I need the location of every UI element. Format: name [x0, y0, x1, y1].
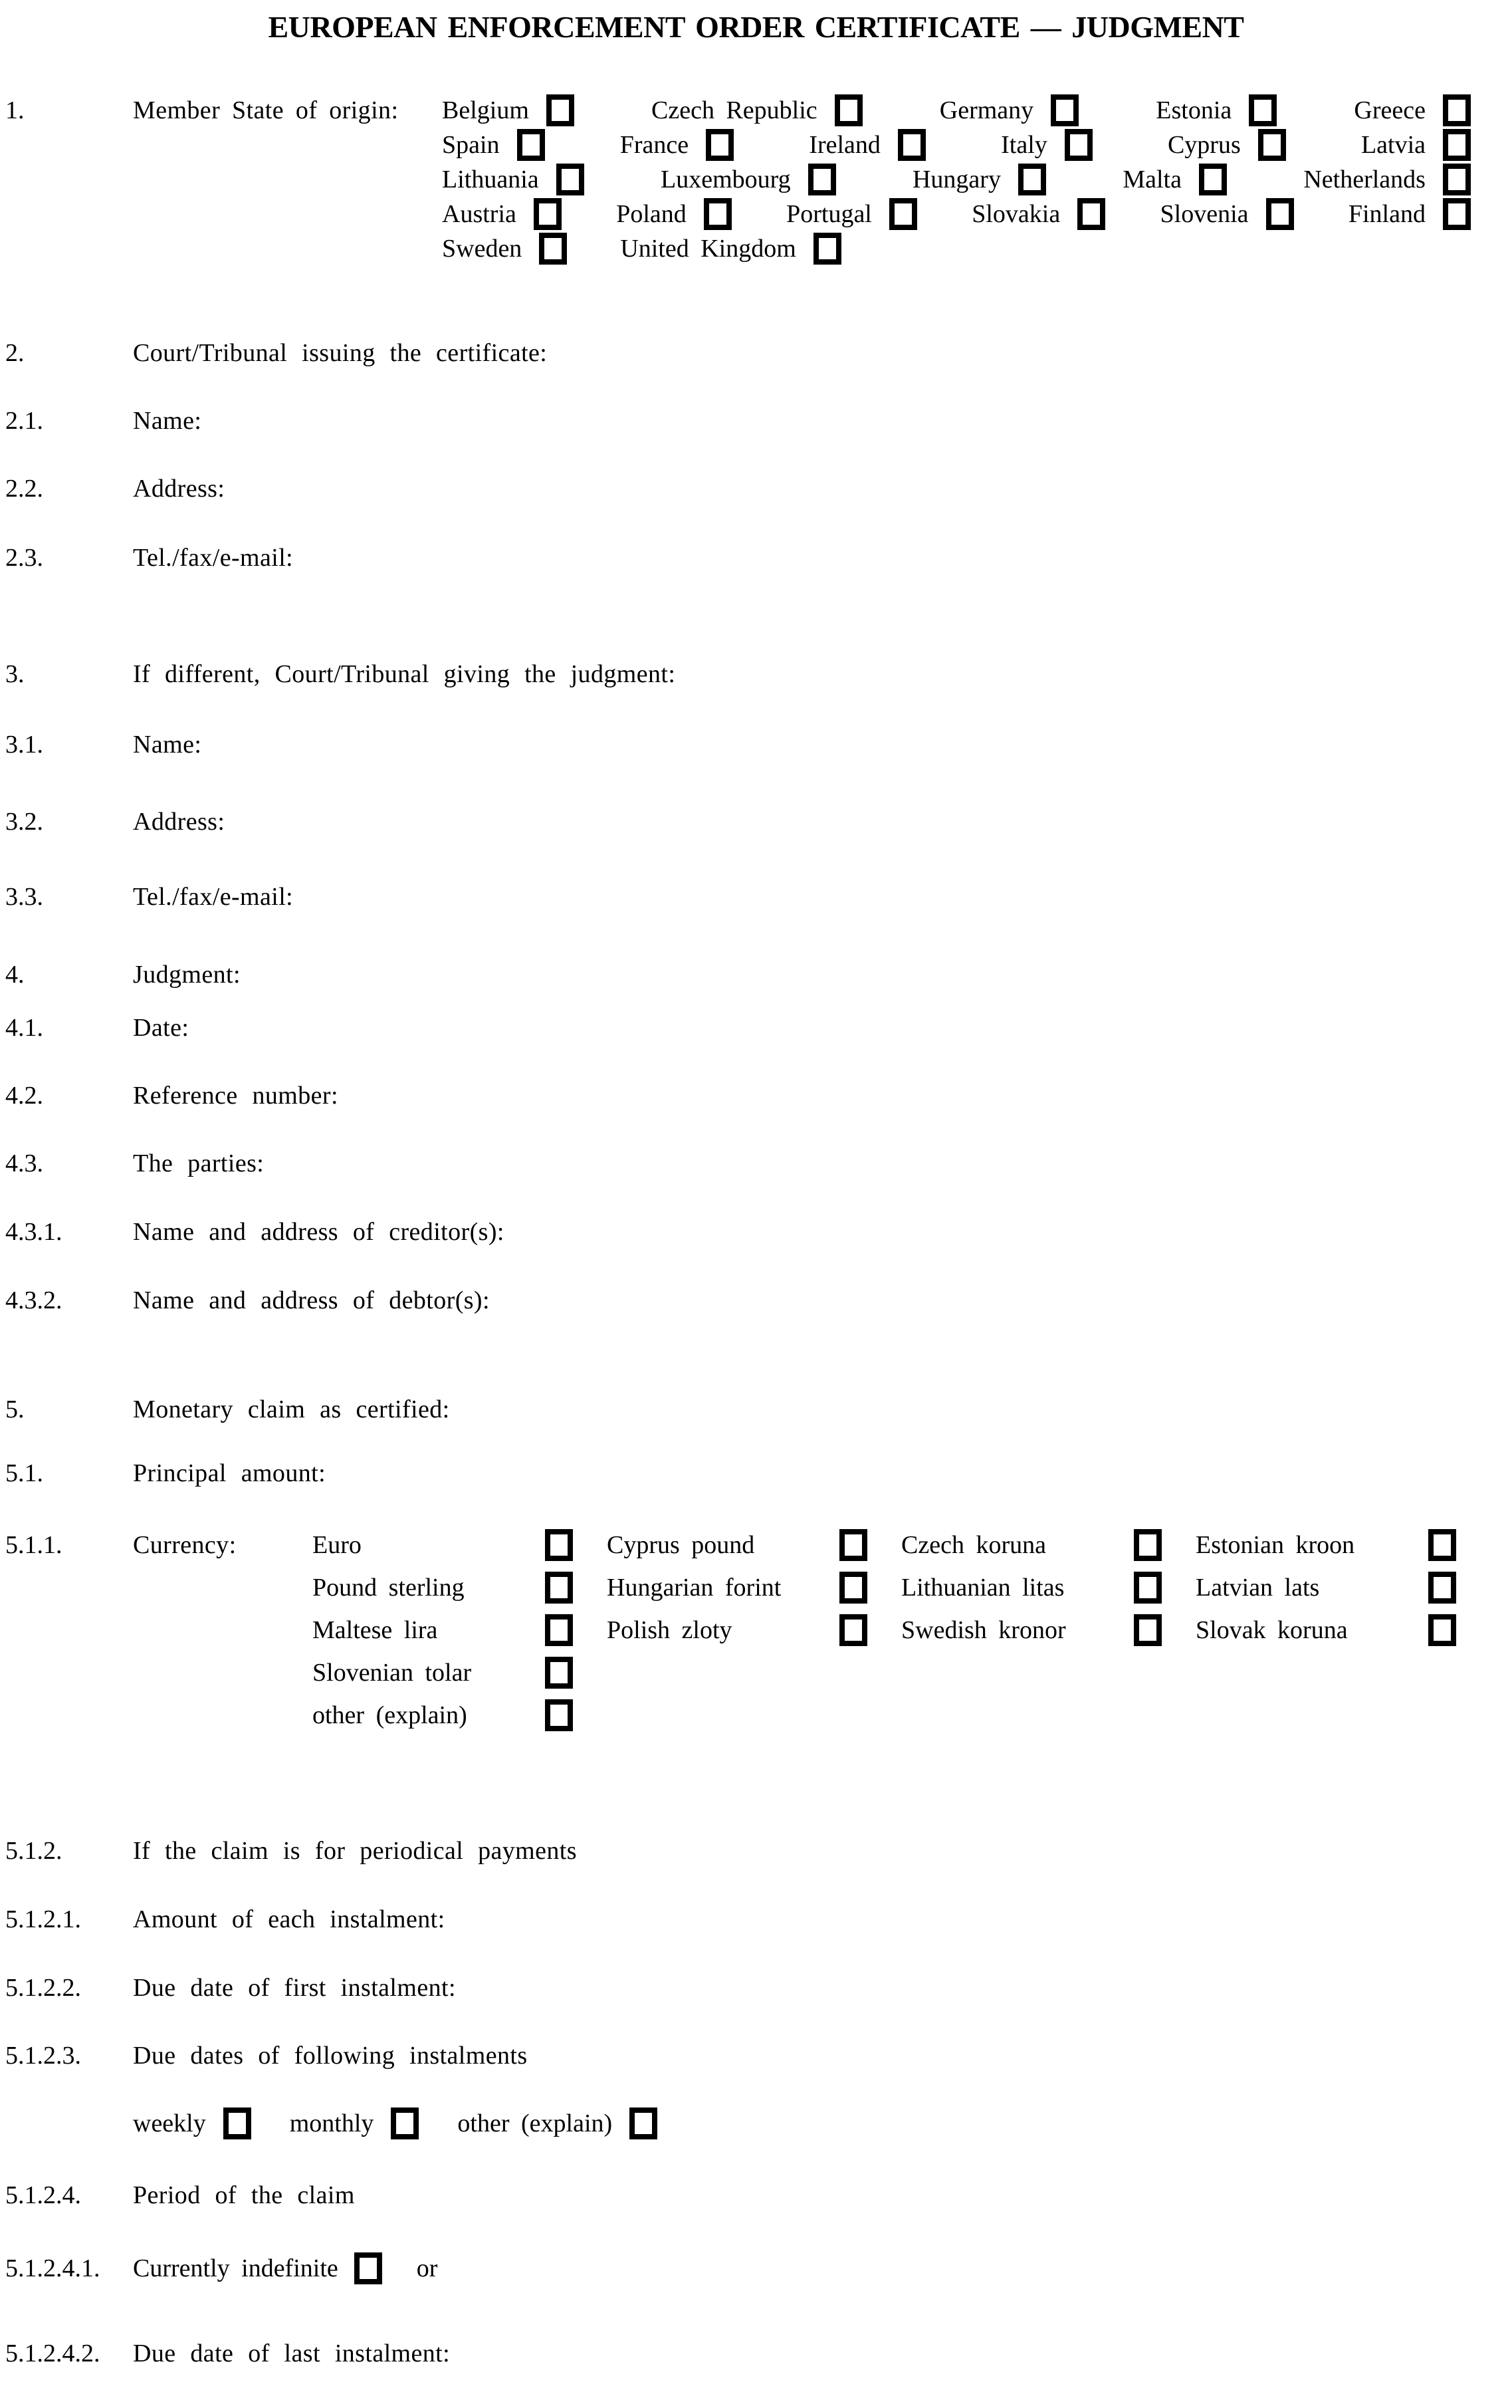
- item-number: 5.1.2.1.: [5, 1905, 81, 1933]
- option-hungarian-forint: [607, 1572, 867, 1604]
- item-label: Address:: [133, 808, 225, 836]
- item-label: If different, Court/Tribunal giving the judgment:: [133, 660, 676, 688]
- currency-row: [312, 1609, 1490, 1651]
- checkbox-united-kingdom[interactable]: [813, 233, 841, 265]
- item-number: 4.3.: [5, 1149, 43, 1177]
- option-label: weekly: [133, 2109, 206, 2137]
- option-poland: [616, 198, 732, 230]
- option-label: other (explain): [457, 2109, 613, 2137]
- checkbox-maltese-lira[interactable]: [545, 1614, 573, 1646]
- checkbox-cyprus[interactable]: [1258, 129, 1286, 161]
- checkbox-hungarian-forint[interactable]: [839, 1572, 867, 1604]
- instalment-frequency-options: [133, 2106, 657, 2141]
- option-label: Slovak koruna: [1196, 1616, 1348, 1644]
- item-label: Address:: [133, 475, 225, 503]
- option-label: Latvian lats: [1196, 1574, 1320, 1602]
- option-label: Latvia: [1360, 131, 1426, 159]
- item-label: Reference number:: [133, 1082, 338, 1110]
- checkbox-netherlands[interactable]: [1443, 164, 1471, 195]
- item-number: 4.: [5, 961, 25, 989]
- checkbox-estonia[interactable]: [1249, 94, 1277, 126]
- item-number: 5.1.2.3.: [5, 2042, 81, 2070]
- member-state-row: [442, 162, 1471, 197]
- option-label: Swedish kronor: [901, 1616, 1066, 1644]
- option-label: Czech koruna: [901, 1531, 1046, 1559]
- option-currency-other: [312, 1699, 573, 1731]
- checkbox-france[interactable]: [706, 129, 734, 161]
- option-label: Cyprus pound: [607, 1531, 755, 1559]
- option-weekly: [133, 2107, 251, 2139]
- option-label: Luxembourg: [661, 166, 791, 193]
- or-label: or: [416, 2254, 438, 2282]
- currency-options: [312, 1524, 1490, 1737]
- currency-row: [312, 1566, 1490, 1609]
- option-label: other (explain): [312, 1701, 467, 1729]
- checkbox-portugal[interactable]: [889, 198, 917, 230]
- option-italy: [1001, 129, 1093, 161]
- item-number: 4.3.2.: [5, 1286, 62, 1314]
- option-euro: [312, 1529, 573, 1561]
- option-lithuania: [442, 164, 584, 195]
- checkbox-hungary[interactable]: [1018, 164, 1046, 195]
- option-polish-zloty: [607, 1614, 867, 1646]
- option-sweden: [442, 233, 567, 265]
- checkbox-weekly[interactable]: [223, 2107, 251, 2139]
- checkbox-slovakia[interactable]: [1077, 198, 1105, 230]
- option-france: [620, 129, 734, 161]
- option-label: Polish zloty: [607, 1616, 732, 1644]
- item-label: Monetary claim as certified:: [133, 1395, 450, 1423]
- option-estonian-kroon: [1196, 1529, 1456, 1561]
- item-label: Court/Tribunal issuing the certificate:: [133, 339, 548, 367]
- option-frequency-other: [457, 2107, 657, 2139]
- option-label: Lithuania: [442, 166, 539, 193]
- item-number: 1.: [5, 96, 25, 124]
- item-number: 5.1.: [5, 1459, 43, 1487]
- option-latvian-lats: [1196, 1572, 1456, 1604]
- checkbox-belgium[interactable]: [546, 94, 574, 126]
- checkbox-greece[interactable]: [1443, 94, 1471, 126]
- checkbox-malta[interactable]: [1199, 164, 1227, 195]
- option-label: Spain: [442, 131, 500, 159]
- item-number: 5.1.2.: [5, 1837, 62, 1865]
- option-label: Estonian kroon: [1196, 1531, 1355, 1559]
- item-label: Period of the claim: [133, 2181, 355, 2209]
- option-estonia: [1156, 94, 1277, 126]
- checkbox-germany[interactable]: [1051, 94, 1079, 126]
- item-label: Due dates of following instalments: [133, 2042, 528, 2070]
- option-label: Ireland: [809, 131, 881, 159]
- member-state-row: [442, 93, 1471, 128]
- item-label: Tel./fax/e-mail:: [133, 883, 294, 911]
- currency-row: [312, 1694, 1490, 1737]
- item-number: 5.1.1.: [5, 1531, 62, 1559]
- option-luxembourg: [661, 164, 836, 195]
- option-label: Sweden: [442, 235, 522, 263]
- item-number: 2.: [5, 339, 25, 367]
- checkbox-finland[interactable]: [1443, 198, 1471, 230]
- item-number: 5.: [5, 1395, 25, 1423]
- item-label: Judgment:: [133, 961, 241, 989]
- member-state-row: [442, 231, 1471, 266]
- checkbox-latvian-lats[interactable]: [1428, 1572, 1456, 1604]
- item-label: Name and address of debtor(s):: [133, 1286, 490, 1314]
- option-label: Greece: [1354, 96, 1426, 124]
- checkbox-estonian-kroon[interactable]: [1428, 1529, 1456, 1561]
- item-label: Amount of each instalment:: [133, 1905, 445, 1933]
- option-germany: [940, 94, 1079, 126]
- option-czech-republic: [651, 94, 863, 126]
- option-netherlands: [1303, 164, 1471, 195]
- item-number: 2.3.: [5, 544, 43, 572]
- option-label: Finland: [1348, 200, 1426, 228]
- item-number: 3.: [5, 660, 25, 688]
- item-label: Due date of first instalment:: [133, 1974, 456, 2002]
- option-label: Maltese lira: [312, 1616, 438, 1644]
- option-czech-koruna: [901, 1529, 1162, 1561]
- option-label: Slovakia: [972, 200, 1061, 228]
- option-label: Netherlands: [1303, 166, 1426, 193]
- option-label: Hungary: [912, 166, 1001, 193]
- option-monthly: [290, 2107, 419, 2139]
- option-label: Slovenian tolar: [312, 1659, 472, 1687]
- option-greece: [1354, 94, 1471, 126]
- checkbox-slovenian-tolar[interactable]: [545, 1657, 573, 1689]
- checkbox-lithuania[interactable]: [556, 164, 584, 195]
- currency-row: [312, 1651, 1490, 1694]
- checkbox-austria[interactable]: [534, 198, 562, 230]
- checkbox-slovenia[interactable]: [1266, 198, 1294, 230]
- option-label: Currently indefinite: [133, 2254, 338, 2282]
- item-label: Name and address of creditor(s):: [133, 1218, 504, 1246]
- item-label: Member State of origin:: [133, 96, 399, 124]
- item-label: Due date of last instalment:: [133, 2340, 451, 2367]
- checkbox-czech-koruna[interactable]: [1134, 1529, 1162, 1561]
- option-latvia: [1361, 129, 1471, 161]
- checkbox-euro[interactable]: [545, 1529, 573, 1561]
- page-title: EUROPEAN ENFORCEMENT ORDER CERTIFICATE — JUDGMENT: [268, 10, 1244, 44]
- item-label: Currency:: [133, 1531, 237, 1559]
- option-label: Austria: [442, 200, 516, 228]
- option-spain: [442, 129, 545, 161]
- option-belgium: [442, 94, 574, 126]
- item-label: Tel./fax/e-mail:: [133, 544, 294, 572]
- item-label: If the claim is for periodical payments: [133, 1837, 577, 1865]
- option-label: Czech Republic: [651, 96, 817, 124]
- option-slovenian-tolar: [312, 1657, 573, 1689]
- checkbox-italy[interactable]: [1065, 129, 1093, 161]
- item-number: 5.1.2.4.2.: [5, 2340, 100, 2367]
- option-portugal: [786, 198, 917, 230]
- option-ireland: [809, 129, 926, 161]
- option-label: Belgium: [442, 96, 529, 124]
- option-austria: [442, 198, 562, 230]
- option-cyprus: [1168, 129, 1286, 161]
- option-lithuanian-litas: [901, 1572, 1162, 1604]
- option-pound-sterling: [312, 1572, 573, 1604]
- option-label: monthly: [289, 2109, 374, 2137]
- checkbox-currency-other[interactable]: [545, 1699, 573, 1731]
- checkbox-cyprus-pound[interactable]: [839, 1529, 867, 1561]
- checkbox-poland[interactable]: [704, 198, 732, 230]
- checkbox-spain[interactable]: [517, 129, 545, 161]
- item-label: Name:: [133, 407, 202, 435]
- option-currently-indefinite: [133, 2252, 382, 2284]
- option-label: Italy: [1001, 131, 1047, 159]
- item-label: Principal amount:: [133, 1459, 326, 1487]
- item-number: 4.2.: [5, 1082, 43, 1110]
- option-label: Pound sterling: [312, 1574, 465, 1602]
- checkbox-slovak-koruna[interactable]: [1428, 1614, 1456, 1646]
- checkbox-czech-republic[interactable]: [835, 94, 863, 126]
- item-number: 5.1.2.4.: [5, 2181, 81, 2209]
- checkbox-swedish-kronor[interactable]: [1134, 1614, 1162, 1646]
- option-united-kingdom: [620, 233, 841, 265]
- item-label: Name:: [133, 731, 202, 759]
- item-number: 5.1.2.4.1.: [5, 2254, 100, 2282]
- item-number: 2.2.: [5, 475, 43, 503]
- option-cyprus-pound: [607, 1529, 867, 1561]
- checkbox-ireland[interactable]: [898, 129, 926, 161]
- option-label: Germany: [939, 96, 1034, 124]
- option-finland: [1349, 198, 1471, 230]
- currently-indefinite-row: [133, 2251, 437, 2286]
- option-label: Malta: [1123, 166, 1182, 193]
- checkbox-lithuanian-litas[interactable]: [1134, 1572, 1162, 1604]
- item-number: 3.2.: [5, 808, 43, 836]
- option-label: Poland: [616, 200, 687, 228]
- item-label: Date:: [133, 1014, 189, 1042]
- item-number: 4.3.1.: [5, 1218, 62, 1246]
- option-label: Cyprus: [1167, 131, 1241, 159]
- checkbox-polish-zloty[interactable]: [839, 1614, 867, 1646]
- option-slovenia: [1160, 198, 1294, 230]
- member-state-options: [442, 93, 1471, 266]
- member-state-row: [442, 128, 1471, 162]
- option-label: Euro: [312, 1531, 362, 1559]
- option-slovakia: [972, 198, 1105, 230]
- item-number: 2.1.: [5, 407, 43, 435]
- checkbox-frequency-other[interactable]: [629, 2107, 657, 2139]
- option-slovak-koruna: [1196, 1614, 1456, 1646]
- option-malta: [1123, 164, 1227, 195]
- option-label: Hungarian forint: [607, 1574, 782, 1602]
- checkbox-luxembourg[interactable]: [808, 164, 836, 195]
- item-number: 4.1.: [5, 1014, 43, 1042]
- currency-row: [312, 1524, 1490, 1566]
- option-swedish-kronor: [901, 1614, 1162, 1646]
- checkbox-pound-sterling[interactable]: [545, 1572, 573, 1604]
- item-number: 3.3.: [5, 883, 43, 911]
- option-label: France: [619, 131, 689, 159]
- option-label: Slovenia: [1160, 200, 1249, 228]
- item-number: 3.1.: [5, 731, 43, 759]
- item-number: 5.1.2.2.: [5, 1974, 81, 2002]
- option-maltese-lira: [312, 1614, 573, 1646]
- option-label: Portugal: [786, 200, 872, 228]
- member-state-row: [442, 197, 1471, 231]
- option-label: Lithuanian litas: [901, 1574, 1065, 1602]
- option-hungary: [913, 164, 1046, 195]
- item-label: The parties:: [133, 1149, 265, 1177]
- option-label: Estonia: [1156, 96, 1232, 124]
- checkbox-monthly[interactable]: [391, 2107, 419, 2139]
- checkbox-currently-indefinite[interactable]: [354, 2252, 382, 2284]
- checkbox-sweden[interactable]: [539, 233, 567, 265]
- option-label: United Kingdom: [620, 235, 796, 263]
- checkbox-latvia[interactable]: [1443, 129, 1471, 161]
